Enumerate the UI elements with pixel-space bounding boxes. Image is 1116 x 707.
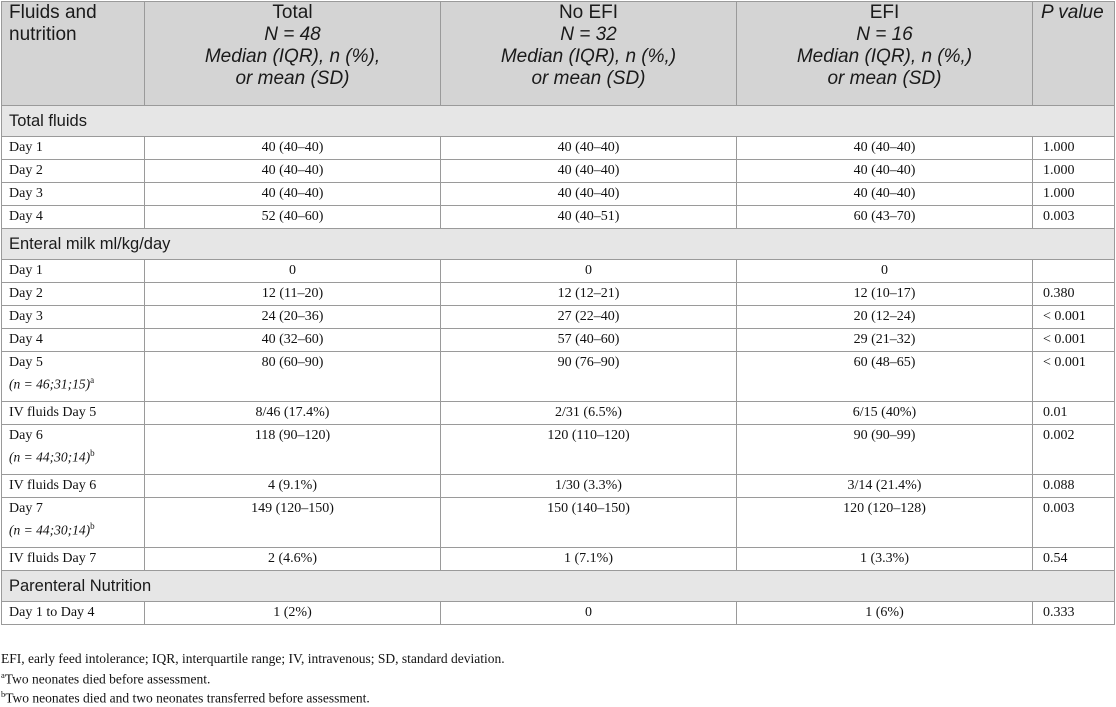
section-title: Parenteral Nutrition — [2, 571, 1115, 602]
table-row — [2, 283, 1115, 306]
row-label — [2, 475, 145, 498]
row-label-text: IV fluids Day 6 — [9, 478, 97, 493]
table-row — [2, 425, 1115, 475]
p-value: 0.088 — [1033, 475, 1115, 498]
row-label — [2, 306, 145, 329]
no-efi-value: 2/31 (6.5%) — [441, 402, 737, 425]
table-row — [2, 498, 1115, 548]
no-efi-value: 0 — [441, 602, 737, 625]
total-value: 40 (40–40) — [145, 183, 441, 206]
p-value: 0.003 — [1033, 498, 1115, 548]
header-total: Total N = 48 Median (IQR), n (%), or mean (SD) — [145, 2, 441, 106]
p-value: 0.003 — [1033, 206, 1115, 229]
p-value: 1.000 — [1033, 183, 1115, 206]
footnote-abbreviations: EFI, early feed intolerance; IQR, interquartile range; IV, intravenous; SD, standard deviation. — [1, 651, 505, 666]
header-no-efi: No EFI N = 32 Median (IQR), n (%,) or mean (SD) — [441, 2, 737, 106]
row-sample-size: (n = 46;31;15)$^a$ — [9, 375, 95, 392]
total-value: 8/46 (17.4%) — [145, 402, 441, 425]
no-efi-value: 0 — [441, 260, 737, 283]
row-label — [2, 137, 145, 160]
efi-value: 6/15 (40%) — [737, 402, 1033, 425]
row-label-text: Day 1 — [9, 140, 43, 155]
no-efi-value: 1 (7.1%) — [441, 548, 737, 571]
row-label-text: Day 4 — [9, 332, 43, 347]
row-sample-size: (n = 44;30;14)$^b$ — [9, 521, 95, 538]
no-efi-value: 27 (22–40) — [441, 306, 737, 329]
no-efi-value: 40 (40–51) — [441, 206, 737, 229]
p-value: < 0.001 — [1033, 306, 1115, 329]
row-label-text: Day 2 — [9, 163, 43, 178]
row-label-text: Day 3 — [9, 186, 43, 201]
p-value: 0.54 — [1033, 548, 1115, 571]
row-label — [2, 402, 145, 425]
fluids-nutrition-table — [1, 1, 1115, 625]
total-value: 40 (32–60) — [145, 329, 441, 352]
total-value: 1 (2%) — [145, 602, 441, 625]
row-label — [2, 260, 145, 283]
header-p-value: P value — [1033, 2, 1115, 106]
p-value — [1033, 260, 1115, 283]
total-value: 118 (90–120) — [145, 425, 441, 475]
efi-value: 1 (3.3%) — [737, 548, 1033, 571]
efi-value: 40 (40–40) — [737, 183, 1033, 206]
header-efi: EFI N = 16 Median (IQR), n (%,) or mean (SD) — [737, 2, 1033, 106]
no-efi-value: 1/30 (3.3%) — [441, 475, 737, 498]
efi-value: 12 (10–17) — [737, 283, 1033, 306]
row-label — [2, 602, 145, 625]
row-label-text: Day 1 — [9, 263, 43, 278]
row-label — [2, 425, 145, 475]
row-label-text: IV fluids Day 7 — [9, 551, 97, 566]
efi-value: 90 (90–99) — [737, 425, 1033, 475]
p-value: 0.002 — [1033, 425, 1115, 475]
p-value: < 0.001 — [1033, 352, 1115, 402]
no-efi-value: 40 (40–40) — [441, 137, 737, 160]
table-row — [2, 352, 1115, 402]
total-value: 2 (4.6%) — [145, 548, 441, 571]
section-header-row — [2, 229, 1115, 260]
row-sample-size: (n = 44;30;14)$^b$ — [9, 448, 95, 465]
row-label — [2, 160, 145, 183]
efi-value: 29 (21–32) — [737, 329, 1033, 352]
row-label-text: Day 7 — [9, 501, 43, 516]
table-row — [2, 475, 1115, 498]
total-value: 40 (40–40) — [145, 137, 441, 160]
no-efi-value: 12 (12–21) — [441, 283, 737, 306]
table-row — [2, 260, 1115, 283]
table-body — [2, 106, 1115, 625]
p-value: 1.000 — [1033, 137, 1115, 160]
total-value: 0 — [145, 260, 441, 283]
row-label — [2, 548, 145, 571]
total-value: 80 (60–90) — [145, 352, 441, 402]
table-row — [2, 548, 1115, 571]
row-label — [2, 283, 145, 306]
p-value: 0.01 — [1033, 402, 1115, 425]
total-value: 24 (20–36) — [145, 306, 441, 329]
no-efi-value: 40 (40–40) — [441, 183, 737, 206]
total-value: 40 (40–40) — [145, 160, 441, 183]
row-label-text: Day 3 — [9, 309, 43, 324]
p-value: 0.380 — [1033, 283, 1115, 306]
efi-value: 60 (48–65) — [737, 352, 1033, 402]
efi-value: 20 (12–24) — [737, 306, 1033, 329]
footnote-a: $^a$Two neonates died before assessment. — [1, 670, 211, 687]
table-row — [2, 602, 1115, 625]
p-value: < 0.001 — [1033, 329, 1115, 352]
table-row — [2, 329, 1115, 352]
table-row — [2, 137, 1115, 160]
total-value: 12 (11–20) — [145, 283, 441, 306]
no-efi-value: 150 (140–150) — [441, 498, 737, 548]
table-header-row — [2, 2, 1115, 106]
row-label-text: Day 4 — [9, 209, 43, 224]
section-title: Enteral milk ml/kg/day — [2, 229, 1115, 260]
row-label-text: Day 1 to Day 4 — [9, 605, 95, 620]
row-label-text: Day 6 — [9, 428, 43, 443]
efi-value: 40 (40–40) — [737, 137, 1033, 160]
no-efi-value: 40 (40–40) — [441, 160, 737, 183]
efi-value: 1 (6%) — [737, 602, 1033, 625]
section-header-row — [2, 571, 1115, 602]
table-row — [2, 206, 1115, 229]
row-label — [2, 329, 145, 352]
p-value: 1.000 — [1033, 160, 1115, 183]
header-fluids-nutrition: Fluids and nutrition — [2, 2, 145, 106]
no-efi-value: 57 (40–60) — [441, 329, 737, 352]
section-title: Total fluids — [2, 106, 1115, 137]
efi-value: 0 — [737, 260, 1033, 283]
footnote-b: $^b$Two neonates died and two neonates transferred before assessment. — [1, 689, 370, 706]
section-header-row — [2, 106, 1115, 137]
row-label-text: IV fluids Day 5 — [9, 405, 97, 420]
table-row — [2, 306, 1115, 329]
no-efi-value: 90 (76–90) — [441, 352, 737, 402]
p-value: 0.333 — [1033, 602, 1115, 625]
table-row — [2, 160, 1115, 183]
total-value: 4 (9.1%) — [145, 475, 441, 498]
total-value: 52 (40–60) — [145, 206, 441, 229]
row-label — [2, 498, 145, 548]
efi-value: 40 (40–40) — [737, 160, 1033, 183]
no-efi-value: 120 (110–120) — [441, 425, 737, 475]
efi-value: 3/14 (21.4%) — [737, 475, 1033, 498]
row-label — [2, 183, 145, 206]
row-label — [2, 206, 145, 229]
row-label — [2, 352, 145, 402]
table-row — [2, 183, 1115, 206]
efi-value: 60 (43–70) — [737, 206, 1033, 229]
total-value: 149 (120–150) — [145, 498, 441, 548]
table-row — [2, 402, 1115, 425]
efi-value: 120 (120–128) — [737, 498, 1033, 548]
row-label-text: Day 2 — [9, 286, 43, 301]
row-label-text: Day 5 — [9, 355, 43, 370]
